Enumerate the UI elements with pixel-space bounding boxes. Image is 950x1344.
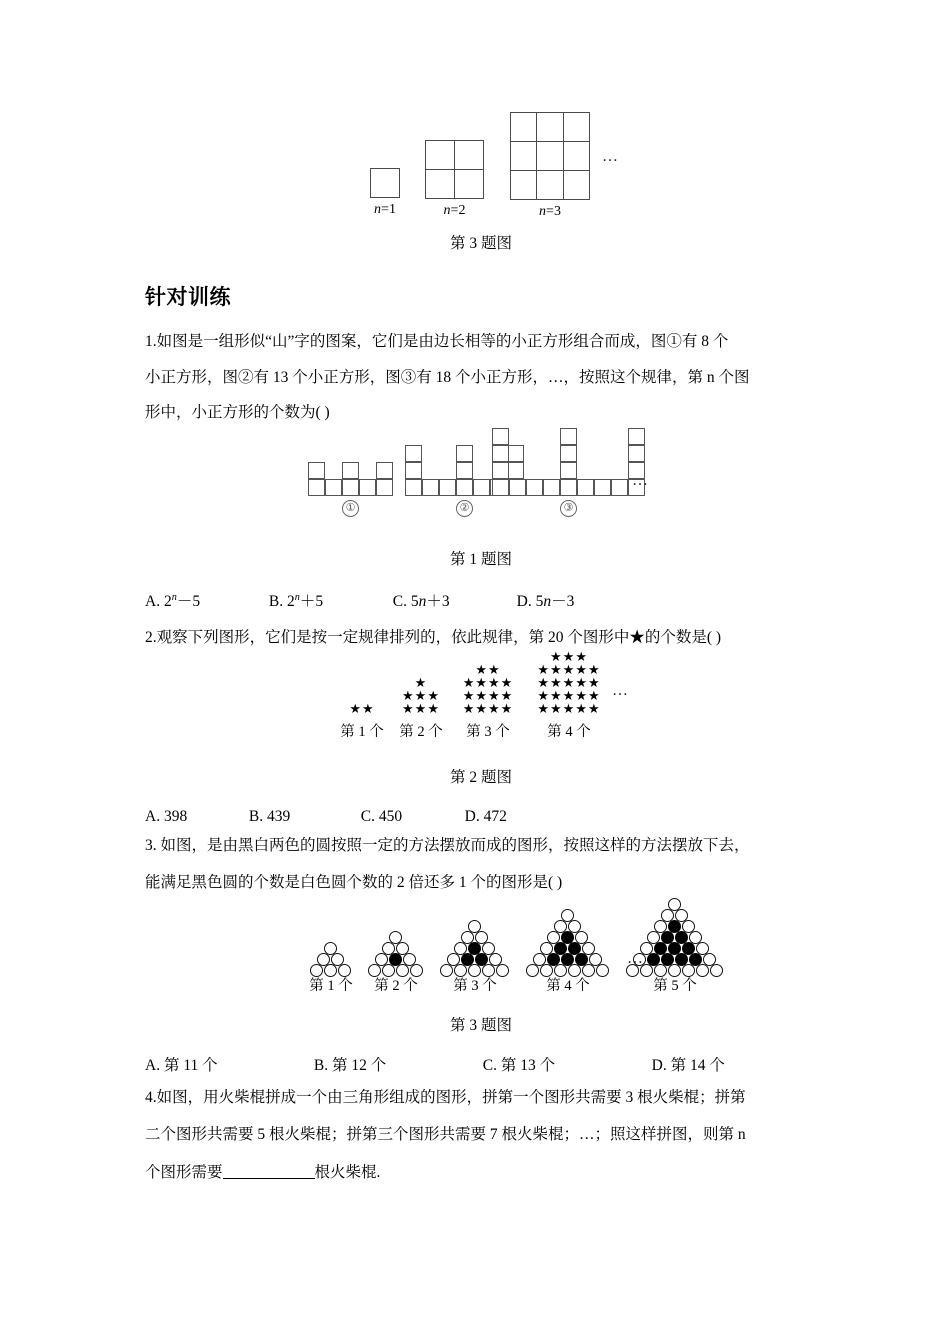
question-1-figure-caption: 第 1 题图 bbox=[449, 551, 512, 568]
grid-n2-table bbox=[425, 140, 484, 199]
mtn2-top-a2 bbox=[405, 462, 422, 479]
section-title: 针对训练 bbox=[145, 285, 231, 309]
star-figure-3-row-4: ★★★★ bbox=[462, 701, 514, 716]
grid-n3-label: n=3 bbox=[539, 204, 561, 219]
question-3-figure bbox=[305, 908, 697, 998]
option-1-C-value: 5n＋3 bbox=[410, 593, 450, 610]
mtn1-bot-4 bbox=[359, 479, 376, 496]
top-figure-caption: 第 3 题图 bbox=[449, 235, 512, 252]
grid-n1 bbox=[370, 168, 400, 218]
question-2-figure-caption: 第 2 题图 bbox=[449, 769, 512, 786]
mtn3-top-c1 bbox=[628, 428, 645, 445]
star-figure-3-row-2: ★★★★ bbox=[462, 675, 514, 690]
star-figure-1 bbox=[340, 702, 384, 715]
question-2-options bbox=[145, 805, 817, 830]
circle-figure-1 bbox=[305, 942, 357, 972]
grid-n1-label: n=1 bbox=[374, 202, 396, 217]
question-4-line-3 bbox=[145, 1163, 825, 1181]
question-4-line-3-prefix: 个图形需要 bbox=[145, 1164, 223, 1181]
grid-n1-table bbox=[370, 168, 400, 198]
question-3-figure-ellipsis: … bbox=[627, 950, 645, 967]
mtn3-top-a1 bbox=[492, 428, 509, 445]
question-3-figure-caption: 第 3 题图 bbox=[449, 1017, 512, 1034]
option-1-A[interactable]: A. $2^n-5$ bbox=[145, 591, 201, 610]
option-2-B[interactable]: B. 439 bbox=[248, 808, 291, 825]
star-figure-2-row-1: ★ bbox=[414, 675, 428, 690]
mtn3-top-b2 bbox=[560, 445, 577, 462]
mtn3-top-a2 bbox=[492, 445, 509, 462]
mtn3-bot-1 bbox=[492, 479, 509, 496]
mountain-figure-3-label: ③ bbox=[492, 500, 645, 517]
mtn1-bot-2 bbox=[325, 479, 342, 496]
question-1-number: 1. bbox=[145, 333, 157, 350]
question-3 bbox=[145, 838, 825, 890]
question-1-line-3: 形中，小正方形的个数为( ) bbox=[145, 404, 330, 421]
mtn3-bot-3 bbox=[526, 479, 543, 496]
question-2-figure-ellipsis: … bbox=[612, 682, 630, 699]
grid-n2-label: n=2 bbox=[443, 203, 466, 218]
question-1-line-2: 小正方形，图②有 13 个小正方形，图③有 18 个小正方形，…，按照这个规律，第 n 个图 bbox=[145, 368, 750, 386]
question-3-options bbox=[145, 1054, 817, 1079]
question-1 bbox=[145, 334, 817, 421]
mtn2-bot-2 bbox=[422, 479, 439, 496]
question-2-number: 2. bbox=[145, 629, 157, 646]
option-2-D-value: 472 bbox=[483, 808, 507, 825]
question-2-figure bbox=[340, 650, 640, 740]
circle-figure-2-label: 第 2 个 bbox=[374, 978, 418, 994]
circle-figure-4-label: 第 4 个 bbox=[546, 978, 590, 994]
question-1-figure bbox=[300, 438, 650, 513]
star-figure-1-row-1: ★★ bbox=[349, 701, 375, 716]
mtn2-top-b1 bbox=[456, 445, 473, 462]
question-3-line-1: 3. 如图，是由黑白两色的圆按照一定的方法摆放而成的图形，按照这样的方法摆放下去， bbox=[145, 837, 750, 854]
mtn1-top-b bbox=[342, 462, 359, 479]
mtn1-bot-5 bbox=[376, 479, 393, 496]
mtn3-top-b1 bbox=[560, 428, 577, 445]
option-3-A-value: 第 11 个 bbox=[163, 1057, 218, 1074]
circle-figure-3-label: 第 3 个 bbox=[453, 978, 497, 994]
circle-figure-2 bbox=[363, 931, 429, 973]
question-1-line-1: 1.如图是一组形似“山”字的图案，它们是由边长相等的小正方形组合而成，图①有 8 个 bbox=[145, 333, 729, 350]
answer-blank[interactable] bbox=[223, 1163, 315, 1179]
option-3-C-value: 第 13 个 bbox=[500, 1057, 556, 1074]
mtn3-top-a3 bbox=[492, 462, 509, 479]
question-4-line-2: 二个图形共需要 5 根火柴棍；拼第三个图形共需要 7 根火柴棍；…；照这样拼图，则第 n bbox=[145, 1125, 746, 1143]
question-2-line-1: 2.观察下列图形，它们是按一定规律排列的，依此规律，第 20 个图形中★的个数是( ) bbox=[145, 629, 722, 646]
mtn1-top-c bbox=[376, 462, 393, 479]
question-1-options bbox=[145, 590, 817, 615]
top-figure-squares bbox=[370, 126, 620, 219]
grid-n3 bbox=[510, 112, 590, 220]
mtn1-bot-3 bbox=[342, 479, 359, 496]
option-1-A-value: $2^n-5$ bbox=[163, 591, 201, 610]
option-2-C[interactable]: C. 450 bbox=[360, 808, 403, 825]
question-4 bbox=[145, 1090, 825, 1181]
option-1-D[interactable]: D. 5n－3 bbox=[516, 593, 575, 610]
mountain-figure-1 bbox=[308, 462, 393, 496]
question-1-figure-ellipsis: … bbox=[632, 472, 650, 489]
star-figure-3-row-3: ★★★★ bbox=[462, 688, 514, 703]
circle-figure-3 bbox=[435, 920, 515, 973]
mtn1-top-a bbox=[308, 462, 325, 479]
question-4-line-1: 4.如图，用火柴棍拼成一个由三角形组成的图形，拼第一个图形共需要 3 根火柴棍；拼第 bbox=[145, 1089, 746, 1106]
question-4-line-3-suffix: 根火柴棍. bbox=[314, 1164, 381, 1181]
question-2 bbox=[145, 630, 835, 646]
star-figure-4 bbox=[532, 650, 606, 715]
mtn2-top-b2 bbox=[456, 462, 473, 479]
question-3-line-2: 能满足黑色圆的个数是白色圆个数的 2 倍还多 1 个的图形是( ) bbox=[145, 873, 563, 891]
circle-figure-4 bbox=[521, 909, 615, 973]
mountain-figure-2-label: ② bbox=[405, 500, 524, 517]
star-figure-4-row-4: ★★★★★ bbox=[537, 688, 601, 703]
mtn3-top-c2 bbox=[628, 445, 645, 462]
question-3-number: 3. bbox=[145, 837, 157, 854]
option-2-B-value: 439 bbox=[266, 808, 291, 825]
question-4-number: 4. bbox=[145, 1089, 157, 1106]
mtn3-bot-4 bbox=[543, 479, 560, 496]
mtn2-top-a1 bbox=[405, 445, 422, 462]
option-2-A[interactable]: A. 398 bbox=[145, 808, 188, 825]
option-2-C-value: 450 bbox=[378, 808, 403, 825]
star-figure-4-row-5: ★★★★★ bbox=[537, 701, 601, 716]
option-1-C[interactable]: C. 5n＋3 bbox=[392, 593, 450, 610]
option-3-B[interactable]: B. 第 12 个 bbox=[313, 1057, 387, 1074]
option-3-B-value: 第 12 个 bbox=[331, 1057, 387, 1074]
mtn3-bot-7 bbox=[594, 479, 611, 496]
option-2-D[interactable]: D. 472 bbox=[464, 808, 507, 825]
mtn2-bot-1 bbox=[405, 479, 422, 496]
mtn1-bot-1 bbox=[308, 479, 325, 496]
star-figure-4-row-3: ★★★★★ bbox=[537, 675, 601, 690]
circle-figure-5-label: 第 5 个 bbox=[653, 978, 697, 994]
option-1-B-value: $2^n+5$ bbox=[286, 591, 324, 610]
mtn2-bot-4 bbox=[456, 479, 473, 496]
circle-figure-1-label: 第 1 个 bbox=[309, 978, 353, 994]
star-figure-2-label: 第 2 个 bbox=[399, 724, 443, 740]
option-3-D-value: 第 14 个 bbox=[670, 1057, 725, 1074]
star-figure-3 bbox=[458, 663, 518, 715]
star-figure-4-row-1: ★★★ bbox=[550, 649, 588, 664]
star-figure-4-row-2: ★★★★★ bbox=[537, 662, 601, 677]
star-figure-3-label: 第 3 个 bbox=[466, 724, 510, 740]
star-figure-2-row-3: ★★★ bbox=[402, 701, 440, 716]
top-figure-ellipsis: … bbox=[602, 148, 620, 165]
star-figure-3-row-1: ★★ bbox=[475, 662, 501, 677]
mtn2-bot-5 bbox=[473, 479, 490, 496]
star-figure-2-row-2: ★★★ bbox=[402, 688, 440, 703]
mtn3-bot-6 bbox=[577, 479, 594, 496]
mtn2-bot-3 bbox=[439, 479, 456, 496]
option-1-B[interactable]: B. $2^n+5$ bbox=[268, 591, 324, 610]
star-figure-4-label: 第 4 个 bbox=[547, 724, 591, 740]
option-1-D-value: 5n－3 bbox=[535, 593, 575, 610]
mountain-figure-1-label: ① bbox=[308, 500, 393, 517]
mtn3-bot-2 bbox=[509, 479, 526, 496]
mtn3-bot-5 bbox=[560, 479, 577, 496]
option-2-A-value: 398 bbox=[163, 808, 188, 825]
option-3-D[interactable]: D. 第 14 个 bbox=[651, 1057, 725, 1074]
option-3-A[interactable]: A. 第 11 个 bbox=[145, 1057, 218, 1074]
mtn3-bot-8 bbox=[611, 479, 628, 496]
star-figure-2 bbox=[398, 676, 444, 715]
grid-n2 bbox=[425, 140, 484, 219]
mtn3-top-b3 bbox=[560, 462, 577, 479]
grid-n3-table bbox=[510, 112, 590, 200]
mountain-figure-3 bbox=[492, 428, 645, 496]
star-figure-1-label: 第 1 个 bbox=[340, 724, 384, 740]
option-3-C[interactable]: C. 第 13 个 bbox=[482, 1057, 556, 1074]
